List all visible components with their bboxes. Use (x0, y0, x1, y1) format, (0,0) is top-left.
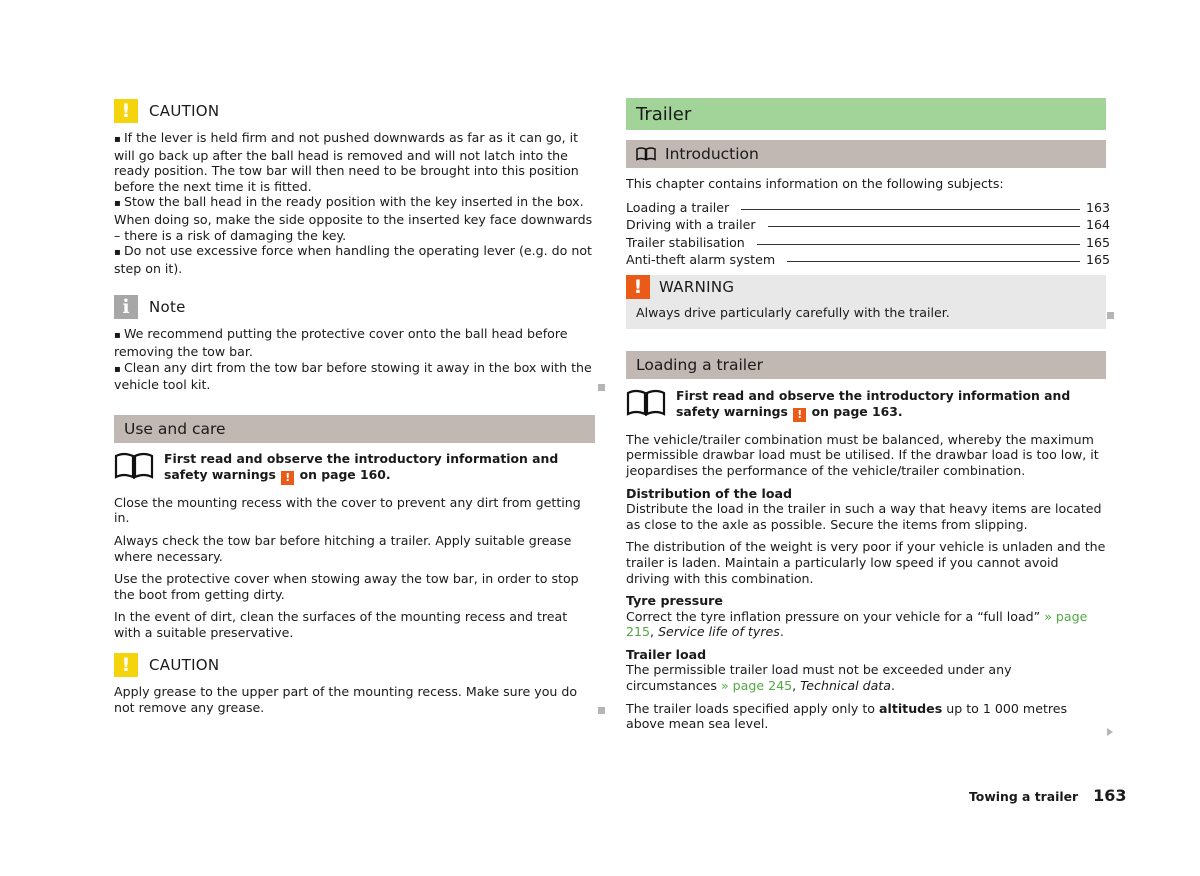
read-first-page-ref: on page 163. (811, 403, 903, 419)
warning-icon: ! (626, 275, 650, 299)
caution-icon: ! (114, 653, 138, 677)
warning-icon: ! (281, 471, 294, 485)
caution-text: Apply grease to the upper part of the mounting recess. Make sure you do not remove any grease. (114, 684, 578, 716)
left-column (114, 98, 595, 716)
toc-entry[interactable] (626, 198, 1111, 215)
toc-label: Driving with a trailer (626, 217, 756, 233)
caution-title: CAUTION (149, 656, 220, 675)
warning-text: Always drive particularly carefully with the trailer. (636, 305, 950, 321)
subheading: Trailer load (626, 646, 707, 662)
toc-entry[interactable] (626, 250, 1111, 268)
toc-page: 165 (1086, 234, 1111, 250)
note-icon: i (114, 295, 138, 319)
note-item: ▪ We recommend putting the protective cover onto the ball head before removing the tow bar. (114, 326, 595, 359)
book-icon (114, 452, 154, 480)
altitude-text: The trailer loads specified apply only to (626, 700, 876, 716)
paragraph: The vehicle/trailer combination must be balanced, whereby the maximum permissible drawbar load must be utilised. If the drawbar load is too low, it jeopardises the performance of the vehicle/trailer combination. (626, 431, 1099, 478)
paragraph: Distribute the load in the trailer in such a way that heavy items are located as close to the axle as possible. Secure the items from slipping. (626, 501, 1102, 532)
paragraph (626, 701, 1106, 732)
end-of-section-marker (1107, 312, 1114, 319)
note-title: Note (149, 298, 186, 317)
read-first-notice (626, 388, 1106, 422)
warning-box (626, 275, 1106, 329)
altitude-bold: altitudes (879, 700, 943, 716)
warning-title: WARNING (659, 278, 735, 297)
section-heading-loading-a-trailer: Loading a trailer (626, 351, 1106, 379)
right-column (626, 98, 1111, 739)
note-item: ▪ Clean any dirt from the tow bar before stowing it away in the box with the vehicle tool kit. (114, 360, 595, 393)
reference: Service life of tyres (658, 624, 780, 640)
continued-arrow-icon (1107, 728, 1113, 736)
caution-icon: ! (114, 99, 138, 123)
toc-leader (787, 261, 1080, 262)
paragraph: Close the mounting recess with the cover to prevent any dirt from getting in. (114, 494, 581, 526)
altitude-text: up to 1 000 metres above mean sea level. (626, 700, 1068, 732)
page-number: 163 (1093, 786, 1127, 805)
section-heading-use-and-care: Use and care (114, 415, 595, 443)
caution-item: ▪ Do not use excessive force when handling the operating lever (e.g. do not step on it). (114, 243, 595, 276)
paragraph: Use the protective cover when stowing away the tow bar, in order to stop the boot from getting dirty. (114, 571, 579, 602)
read-first-page-ref: on page 160. (299, 466, 391, 482)
read-first-notice (114, 451, 595, 485)
caution-body (114, 130, 595, 276)
note-body (114, 326, 595, 392)
toc-page: 164 (1086, 217, 1111, 233)
page-link[interactable]: » page 215 (626, 608, 1088, 640)
subheading: Distribution of the load (626, 485, 793, 501)
introduction-title: Introduction (665, 145, 759, 163)
warning-header (626, 275, 1106, 299)
trailer-load-text: The permissible trailer load must not be exceeded under any circumstances (626, 662, 1012, 694)
toc-label: Loading a trailer (626, 199, 730, 215)
tyre-text: Correct the tyre inflation pressure on your vehicle for a “full load” (626, 608, 1041, 624)
caution-body (114, 684, 595, 715)
note-header (114, 294, 595, 320)
paragraph: In the event of dirt, clean the surfaces of the mounting recess and treat with a suitable preservative. (114, 609, 568, 640)
toc-entry[interactable] (626, 215, 1111, 233)
read-first-text: First read and observe the introductory information and safety warnings (676, 387, 1071, 419)
caution-item: ▪ If the lever is held firm and not pushed downwards as far as it can go, it will go back up after the ball head is removed and will not latch into the ready position. The tow bar will then need to be brought into this position before the next time it is fitted. (114, 130, 595, 194)
intro-text: This chapter contains information on the following subjects: (626, 176, 1004, 191)
subheading: Tyre pressure (626, 593, 723, 609)
end-of-section-marker (598, 707, 605, 714)
toc-page: 163 (1086, 199, 1111, 215)
chapter-title: Trailer (626, 98, 1106, 130)
caution-header (114, 652, 595, 678)
caution-header (114, 98, 595, 124)
table-of-contents (626, 198, 1111, 268)
paragraph: The permissible trailer load must not be exceeded under any circumstances » page 245, Technical data. (626, 662, 1012, 694)
footer-section-title: Towing a trailer (969, 789, 1079, 804)
toc-leader (768, 226, 1080, 227)
caution-item: ▪ Stow the ball head in the ready position with the key inserted in the box. When doing so, make the side opposite to the inserted key face downwards – there is a risk of damaging the key. (114, 194, 595, 243)
toc-entry[interactable] (626, 232, 1111, 250)
page-footer (969, 786, 1127, 805)
paragraph: Always check the tow bar before hitching a trailer. Apply suitable grease where necessary. (114, 532, 572, 564)
page-link[interactable]: » page 245 (720, 678, 793, 694)
toc-leader (757, 244, 1080, 245)
warning-icon: ! (793, 408, 806, 422)
reference: Technical data (800, 678, 891, 694)
paragraph: The distribution of the weight is very poor if your vehicle is unladen and the trailer is laden. Maintain a particularly low speed if you cannot avoid driving with this combination. (626, 539, 1106, 586)
book-icon (636, 147, 656, 161)
toc-label: Anti-theft alarm system (626, 252, 776, 268)
book-icon (626, 389, 666, 417)
toc-leader (741, 209, 1080, 210)
end-of-section-marker (598, 384, 605, 391)
paragraph: Correct the tyre inflation pressure on your vehicle for a “full load” » page 215, Service life of tyres. (626, 608, 1088, 640)
section-heading-introduction (626, 140, 1106, 168)
toc-page: 165 (1086, 252, 1111, 268)
toc-label: Trailer stabilisation (626, 234, 745, 250)
read-first-text: First read and observe the introductory information and safety warnings (164, 450, 559, 482)
caution-title: CAUTION (149, 102, 220, 120)
